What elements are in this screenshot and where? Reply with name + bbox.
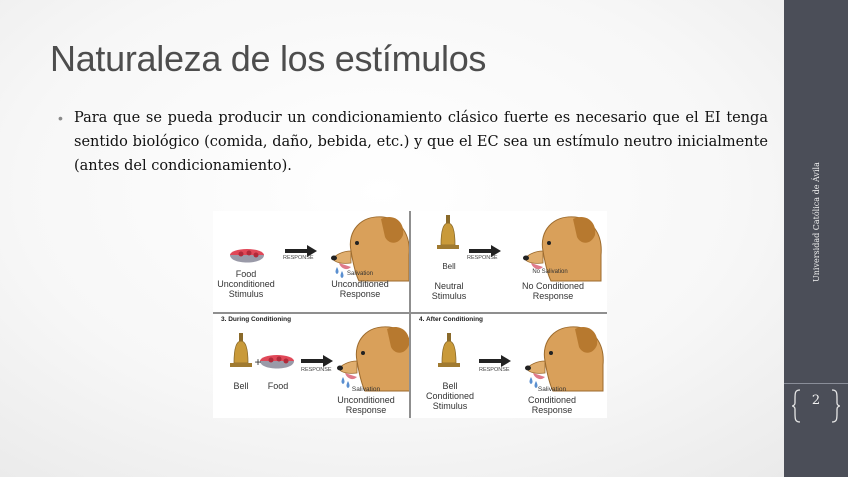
unconditioned-response-caption <box>329 385 403 415</box>
classical-conditioning-figure <box>213 211 607 418</box>
caption-line: Salivation <box>346 271 373 277</box>
dog-icon <box>525 327 603 391</box>
response-label: RESPONSE <box>283 255 314 261</box>
salivation-caption <box>323 269 397 299</box>
bell-label: Bell <box>442 262 456 271</box>
caption-line: Unconditioned <box>337 395 395 405</box>
caption-line: Unconditioned <box>331 279 389 289</box>
slide-title: Naturaleza de los estímulos <box>50 38 487 79</box>
panel-during-conditioning <box>213 315 409 418</box>
bell-icon <box>438 333 460 367</box>
caption-line: Conditioned <box>425 391 475 401</box>
bell-label: Bell <box>233 381 249 391</box>
neutral-stimulus-caption <box>421 281 477 301</box>
caption-line: Bell <box>442 381 458 391</box>
response-label: RESPONSE <box>467 255 498 261</box>
bullet-marker: • <box>58 110 63 126</box>
caption-line: Conditioned <box>527 395 577 405</box>
caption-line: Food <box>235 269 257 279</box>
food-label: Food <box>267 381 289 391</box>
caption-line: Response <box>339 289 381 299</box>
caption-line: Stimulus <box>228 289 264 299</box>
page-number: 2 <box>811 393 821 408</box>
panel-before-conditioning-food <box>213 211 409 314</box>
conditioned-response-caption <box>515 385 589 415</box>
caption-line: Response <box>531 405 573 415</box>
sidebar-divider <box>784 383 848 384</box>
response-label: RESPONSE <box>479 367 510 373</box>
bullet-text: Para que se pueda producir un condicionamiento clásico fuerte es necesario que el EI tenga sentido biológico (comida, daño, bebida, etc.) y que el EC sea un estímulo neutro inicialmente (antes del condicionamiento). <box>74 110 768 174</box>
caption-line: No Conditioned <box>521 281 585 291</box>
bell-icon <box>437 215 459 249</box>
caption-line: Response <box>345 405 387 415</box>
arrow-icon <box>479 355 511 367</box>
plus-sign: + <box>254 355 262 369</box>
panel-title: 3. During Conditioning <box>221 316 292 323</box>
panel-after-conditioning <box>411 315 607 418</box>
conditioned-stimulus-caption <box>417 381 483 411</box>
food-bowl-icon <box>260 355 294 369</box>
caption-line: Unconditioned <box>217 279 275 289</box>
food-caption <box>215 269 277 299</box>
arrow-icon <box>301 355 333 367</box>
panel-title: 4. After Conditioning <box>419 316 484 323</box>
bullet-item <box>58 106 768 178</box>
panel-before-conditioning-bell <box>411 211 607 314</box>
caption-line: Neutral <box>434 281 464 291</box>
caption-line: Salivation <box>351 386 381 393</box>
no-salivation-label: No Salivation <box>532 269 568 275</box>
slide-sidebar: Universidad Católica de Ávila 2 <box>784 0 848 477</box>
right-bracket-icon <box>830 389 840 423</box>
caption-line: Stimulus <box>432 401 468 411</box>
dog-icon <box>337 327 409 391</box>
bell-icon <box>230 333 252 367</box>
caption-line: Response <box>532 291 574 301</box>
caption-line: Stimulus <box>431 291 467 301</box>
caption-line: Salivation <box>537 386 567 393</box>
response-label: RESPONSE <box>301 367 332 373</box>
food-bowl-icon <box>230 249 264 263</box>
no-response-caption <box>509 281 597 301</box>
